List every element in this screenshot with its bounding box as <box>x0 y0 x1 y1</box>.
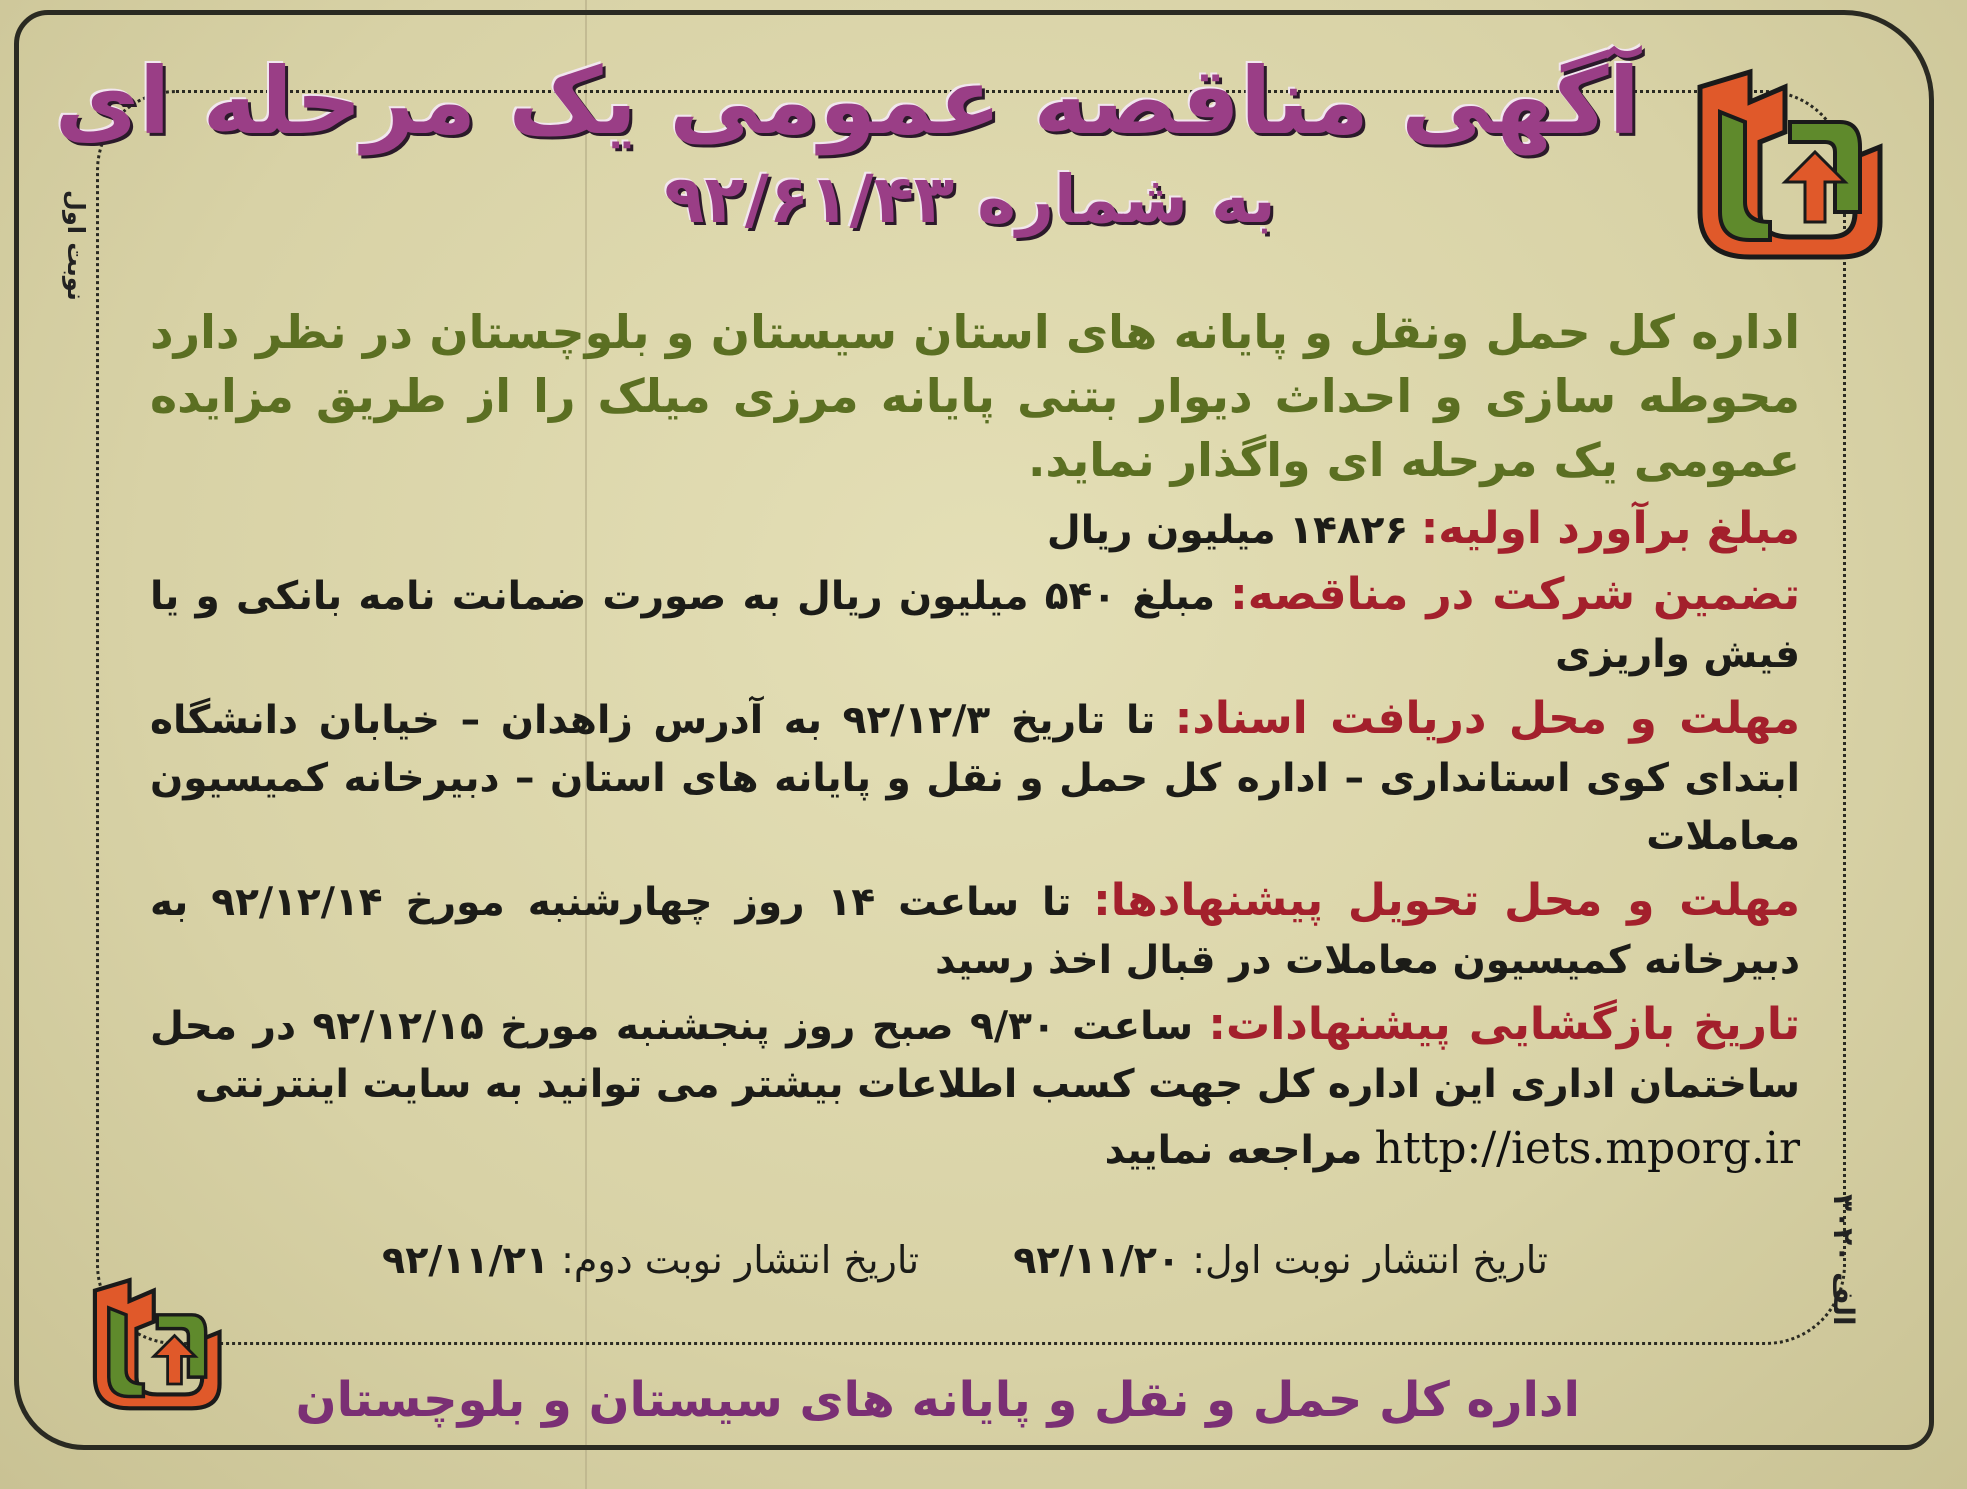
estimate-value: ۱۴۸۲۶ میلیون ریال <box>1046 508 1409 553</box>
ad-code: ۳۰۲۰ الف <box>1827 1194 1860 1326</box>
estimate-label: مبلغ برآورد اولیه: <box>1420 503 1800 554</box>
organization-footer: اداره کل حمل و نقل و پایانه های سیستان و بلوچستان <box>295 1372 1580 1428</box>
first-publication-label: تاریخ انتشار نوبت اول: <box>1192 1238 1548 1282</box>
tender-number: به شماره ۹۲/۶۱/۴۳ <box>664 161 1276 238</box>
documents-row <box>150 690 1800 866</box>
publication-dates <box>330 1225 1600 1295</box>
guarantee-label: تضمین شرکت در مناقصه: <box>1230 569 1800 620</box>
intro-paragraph: اداره کل حمل ونقل و پایانه های استان سیستان و بلوچستان در نظر دارد محوطه سازی و احداث دیوار بتنی پایانه مرزی میلک را از طریق مزایده عمومی یک مرحله ای واگذار نماید. <box>150 305 1800 487</box>
estimate-row <box>150 500 1800 560</box>
organization-logo-small-icon <box>88 1270 223 1415</box>
opening-value: ساعت ۹/۳۰ صبح روز پنجشنبه مورخ ۹۲/۱۲/۱۵ در محل ساختمان اداری این اداره کل جهت کسب اطلاعات بیشتر می توانید به سایت اینترنتی <box>150 1004 1800 1107</box>
opening-label: تاریخ بازگشایی پیشنهادات: <box>1208 999 1800 1050</box>
guarantee-value: مبلغ ۵۴۰ میلیون ریال به صورت ضمانت نامه بانکی و یا فیش واریزی <box>150 574 1800 677</box>
submission-row <box>150 872 1800 990</box>
organization-logo-icon <box>1690 62 1885 262</box>
website-suffix: مراجعه نمایید <box>1104 1128 1363 1173</box>
second-publication-date: ۹۲/۱۱/۲۱ <box>382 1238 549 1282</box>
website-link[interactable]: http://iets.mporg.ir <box>1374 1123 1800 1174</box>
opening-row <box>150 996 1800 1114</box>
documents-label: مهلت و محل دریافت اسناد: <box>1174 693 1801 744</box>
first-publication-date: ۹۲/۱۱/۲۰ <box>1013 1238 1181 1282</box>
guarantee-row <box>150 566 1800 684</box>
submission-label: مهلت و محل تحویل پیشنهادها: <box>1093 875 1800 926</box>
documents-value: تا تاریخ ۹۲/۱۲/۳ به آدرس زاهدان – خیابان دانشگاه ابتدای کوی استانداری – اداره کل حمل و نقل و پایانه های استان – دبیرخانه کمیسیون معاملات <box>150 698 1800 859</box>
submission-value: تا ساعت ۱۴ روز چهارشنبه مورخ ۹۲/۱۲/۱۴ به دبیرخانه کمیسیون معاملات در قبال اخذ رسید <box>150 880 1800 983</box>
second-publication-label: تاریخ انتشار نوبت دوم: <box>561 1238 920 1282</box>
website-row <box>150 1120 1800 1180</box>
ad-body <box>150 300 1800 1186</box>
edition-note: نوبت اول <box>62 189 90 301</box>
ad-title: آگهی مناقصه عمومی یک مرحله ای <box>54 48 1640 155</box>
